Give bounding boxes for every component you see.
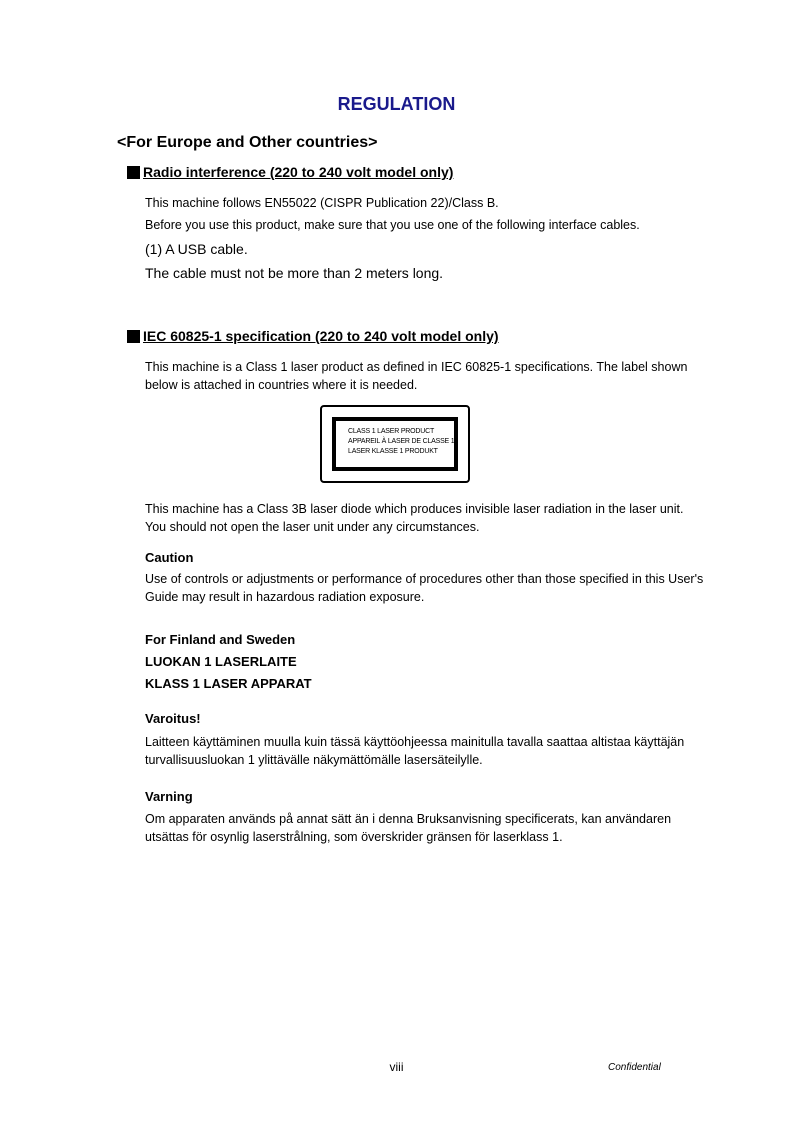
laser-label-text: [348, 427, 454, 457]
radio-interference-heading: [127, 164, 453, 180]
varning-text: Om apparaten används på annat sätt än i denna Bruksanvisning specificerats, kan användaren utsättas för osynlig laserstrålning, som överskrider gränsen för laserklass 1.: [145, 812, 672, 844]
finland-line-2: KLASS 1 LASER APPARAT: [145, 676, 312, 691]
iec-intro: This machine is a Class 1 laser product as defined in IEC 60825-1 specifications. The label shown below is attached in countries where it is needed.: [145, 360, 688, 392]
finland-line-1: LUOKAN 1 LASERLAITE: [145, 654, 297, 669]
varoitus-heading: Varoitus!: [145, 711, 201, 726]
radio-line-3: (1) A USB cable.: [145, 241, 248, 257]
radio-line-1: This machine follows EN55022 (CISPR Publication 22)/Class B.: [145, 196, 499, 210]
caution-text: Use of controls or adjustments or performance of procedures other than those specified in this User's Guide may result in hazardous radiation exposure.: [145, 572, 704, 604]
varoitus-text: Laitteen käyttäminen muulla kuin tässä käyttöohjeessa mainitulla tavalla saattaa altistaa käyttäjän turvallisuusluokan 1 ylittävälle näkymättömälle lasersäteilylle.: [145, 735, 685, 767]
finland-heading: For Finland and Sweden: [145, 632, 296, 647]
square-bullet-icon: [127, 330, 140, 343]
laser-label-line-3: LASER KLASSE 1 PRODUKT: [348, 448, 438, 455]
square-bullet-icon: [127, 166, 140, 179]
laser-class-label: [320, 405, 470, 483]
radio-line-4: The cable must not be more than 2 meters long.: [145, 265, 444, 281]
varning-heading: Varning: [145, 789, 193, 804]
laser-class-label-inner: [332, 417, 458, 471]
iec-heading: [127, 328, 499, 344]
radio-interference-heading-text: Radio interference (220 to 240 volt model only): [143, 164, 454, 180]
iec-heading-text: IEC 60825-1 specification (220 to 240 volt model only): [143, 328, 499, 344]
page-number: viii: [389, 1060, 404, 1074]
radio-line-2: Before you use this product, make sure that you use one of the following interface cables.: [145, 218, 640, 232]
caution-heading: Caution: [145, 550, 194, 565]
confidential-label: Confidential: [608, 1062, 661, 1073]
diode-text: This machine has a Class 3B laser diode which produces invisible laser radiation in the laser unit. You should not open the laser unit under any circumstances.: [145, 502, 684, 534]
laser-label-line-2: APPAREIL À LASER DE CLASSE 1: [348, 438, 455, 445]
laser-label-line-1: CLASS 1 LASER PRODUCT: [348, 428, 435, 435]
page-title: REGULATION: [337, 94, 456, 114]
region-heading: <For Europe and Other countries>: [117, 134, 378, 151]
